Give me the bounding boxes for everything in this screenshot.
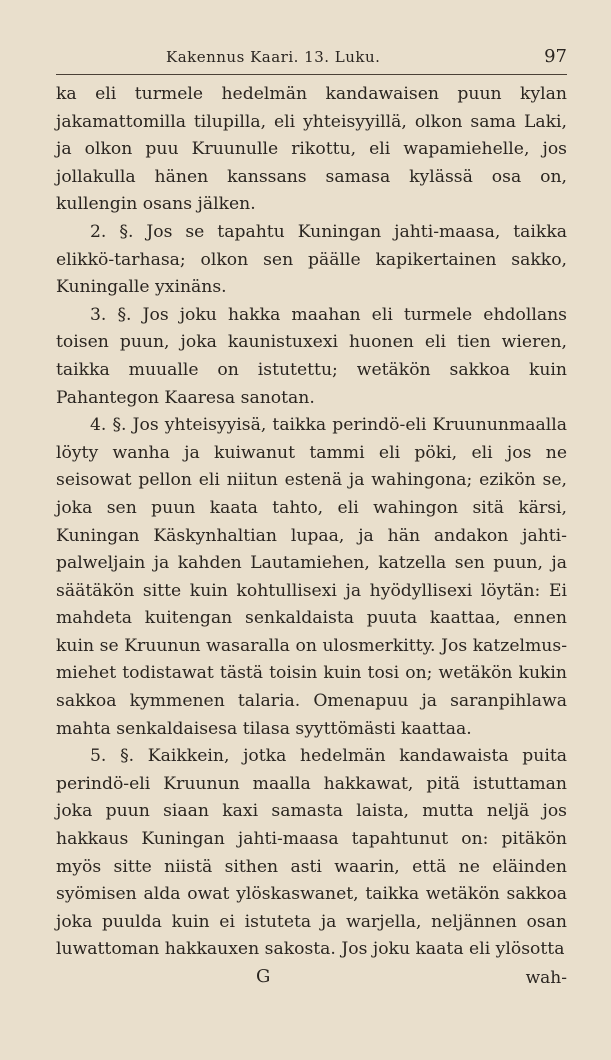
paragraph-continuation: ka eli turmele hedelmän kandawaisen puun kylan jakamattomilla tilupilla, eli yhteisyyillä, olkon sama Laki, ja olkon puu Kruunulle rikottu, eli wapamiehelle, jos jollakulla hänen kanssans samasa kylässä osa on, kullengin osans jälken. (56, 84, 567, 215)
section-3: 3. §. Jos joku hakka maahan eli turmele ehdollans toisen puun, joka kaunistuxexi huonen eli tien wieren, taikka muualle on istutettu; wetäkön sakkoa kuin Pahantegon Kaaresa sanotan. (56, 304, 567, 408)
running-head: Kakennus Kaari. 13. Luku. (166, 48, 381, 66)
page-number: 97 (544, 46, 567, 67)
section-2: 2. §. Jos se tapahtu Kuningan jahti-maasa, taikka elikkö-tarhasa; olkon sen päälle kapikertainen sakko, Kuningalle yxinäns. (56, 221, 567, 298)
body-text (56, 81, 567, 964)
section-5: 5. §. Kaikkein, jotka hedelmän kandawaista puita perindö-eli Kruunun maalla hakkawat, pitä istuttaman joka puun siaan kaxi samasta laista, mutta neljä jos hakkaus Kuningan jahti-maasa tapahtunut on: pitäkön myös sitte niistä sithen asti waarin, että ne eläinden syömisen alda owat ylöskaswanet, taikka wetäkön sakkoa joka puulda kuin ei istuteta ja warjella, neljännen osan luwattoman hakkauxen sakosta. Jos joku kaata eli ylösotta (56, 746, 567, 960)
page-header (56, 44, 567, 75)
section-4: 4. §. Jos yhteisyyisä, taikka perindö-eli Kruununmaalla löyty wanha ja kuiwanut tammi eli pöki, eli jos ne seisowat pellon eli niitun estenä ja wahingona; ezikön se, joka sen puun kaata tahto, eli wahingon sitä kärsi, Kuningan Käskynhaltian lupaa, ja hän andakon jahti-palweljain ja kahden Lautamiehen, katzella sen puun, ja säätäkön sitte kuin kohtullisexi ja hyödyllisexi löytän: Ei mahdeta kuitengan senkaldaista puuta kaattaa, ennen kuin se Kruunun wasaralla on ulosmerkitty. Jos katzelmus-miehet todistawat tästä toisin kuin tosi on; wetäkön kukin sakkoa kymmenen talaria. Omenapuu ja saranpihlawa mahta senkaldaisesa tilasa syyttömästi kaattaa. (56, 415, 567, 739)
catchword: wah- (525, 968, 567, 988)
signature-mark: G (256, 966, 271, 987)
page-footer (56, 966, 567, 994)
